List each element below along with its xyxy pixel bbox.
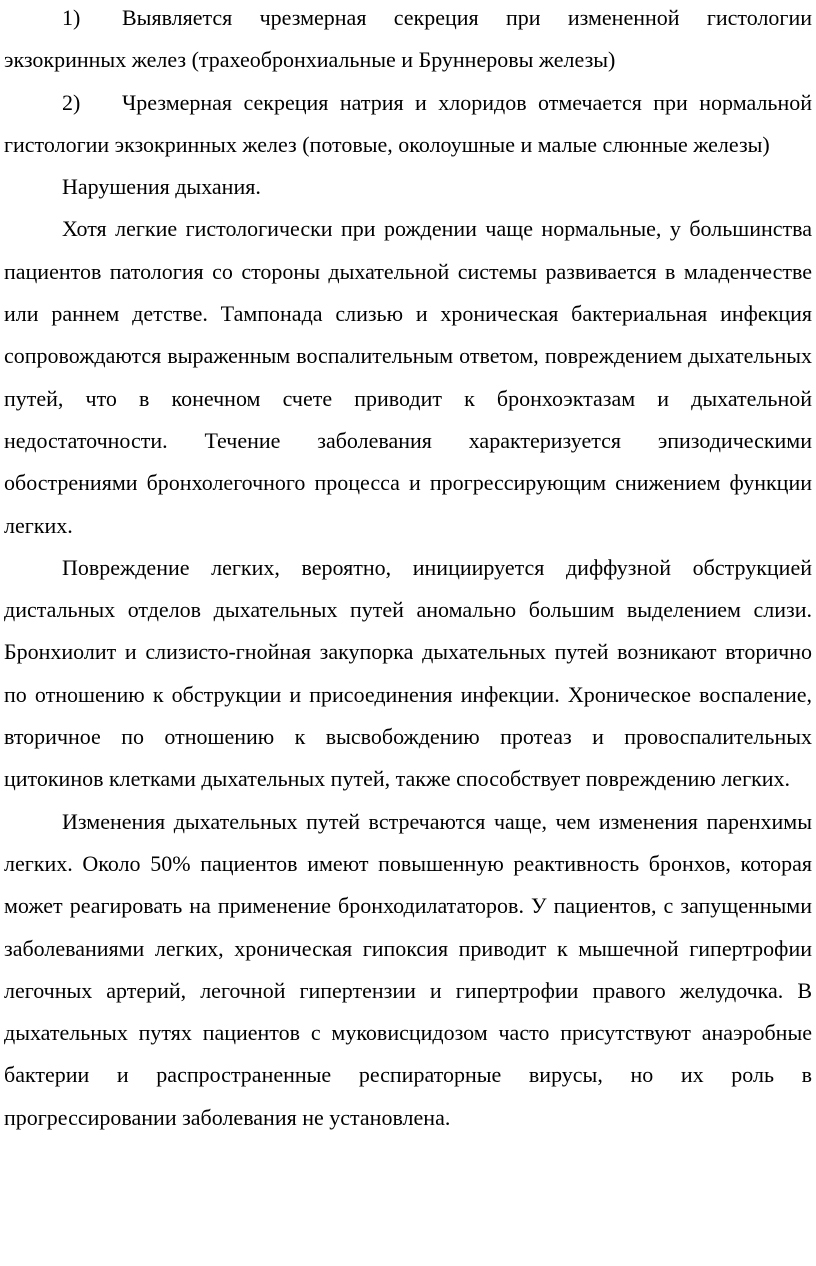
list-item-2 [4, 82, 812, 167]
section-heading: Нарушения дыхания. [62, 174, 261, 200]
paragraph-1: Хотя легкие гистологически при рождении чаще нормальные, у большинства пациентов патология со стороны дыхательной системы развивается в младенчестве или раннем детстве. Тампонада слизью и хроническая бактериальная инфекция сопровождаются выраженным воспалительным ответом, повреждением дыхательных путей, что в конечном счете приводит к бронхоэктазам и дыхательной недостаточности. Течение заболевания характеризуется эпизодическими обострениями бронхолегочного процесса и прогрессирующим снижением функции легких. [4, 216, 812, 538]
document-body [4, 0, 812, 1139]
paragraph-2: Повреждение легких, вероятно, инициируется диффузной обструкцией дистальных отделов дыхательных путей аномально большим выделением слизи. Бронхиолит и слизисто-гнойная закупорка дыхательных путей возникают вторично по отношению к обструкции и присоединения инфекции. Хроническое воспаление, вторичное по отношению к высвобождению протеаз и провоспалительных цитокинов клетками дыхательных путей, также способствует повреждению легких. [4, 554, 812, 792]
list-item-number: 1) [62, 5, 81, 30]
paragraph-3: Изменения дыхательных путей встречаются чаще, чем изменения паренхимы легких. Около 50% пациентов имеют повышенную реактивность бронхов, которая может реагировать на применение бронходилататоров. У пациентов, с запущенными заболеваниями легких, хроническая гипоксия приводит к мышечной гипертрофии легочных артерий, легочной гипертензии и гипертрофии правого желудочка. В дыхательных путях пациентов с муковисцидозом часто присутствуют анаэробные бактерии и распространенные респираторные вирусы, но их роль в прогрессировании заболевания не установлена. [4, 808, 812, 1130]
list-item-text: Чрезмерная секреция натрия и хлоридов отмечается при нормальной гистологии экзокринных желез (потовые, околоушные и малые слюнные железы) [4, 89, 812, 157]
list-item-text: Выявляется чрезмерная секреция при измененной гистологии экзокринных желез (трахеобронхиальные и Бруннеровы железы) [4, 5, 812, 73]
list-item-number: 2) [62, 89, 81, 115]
list-item-1 [4, 0, 812, 82]
